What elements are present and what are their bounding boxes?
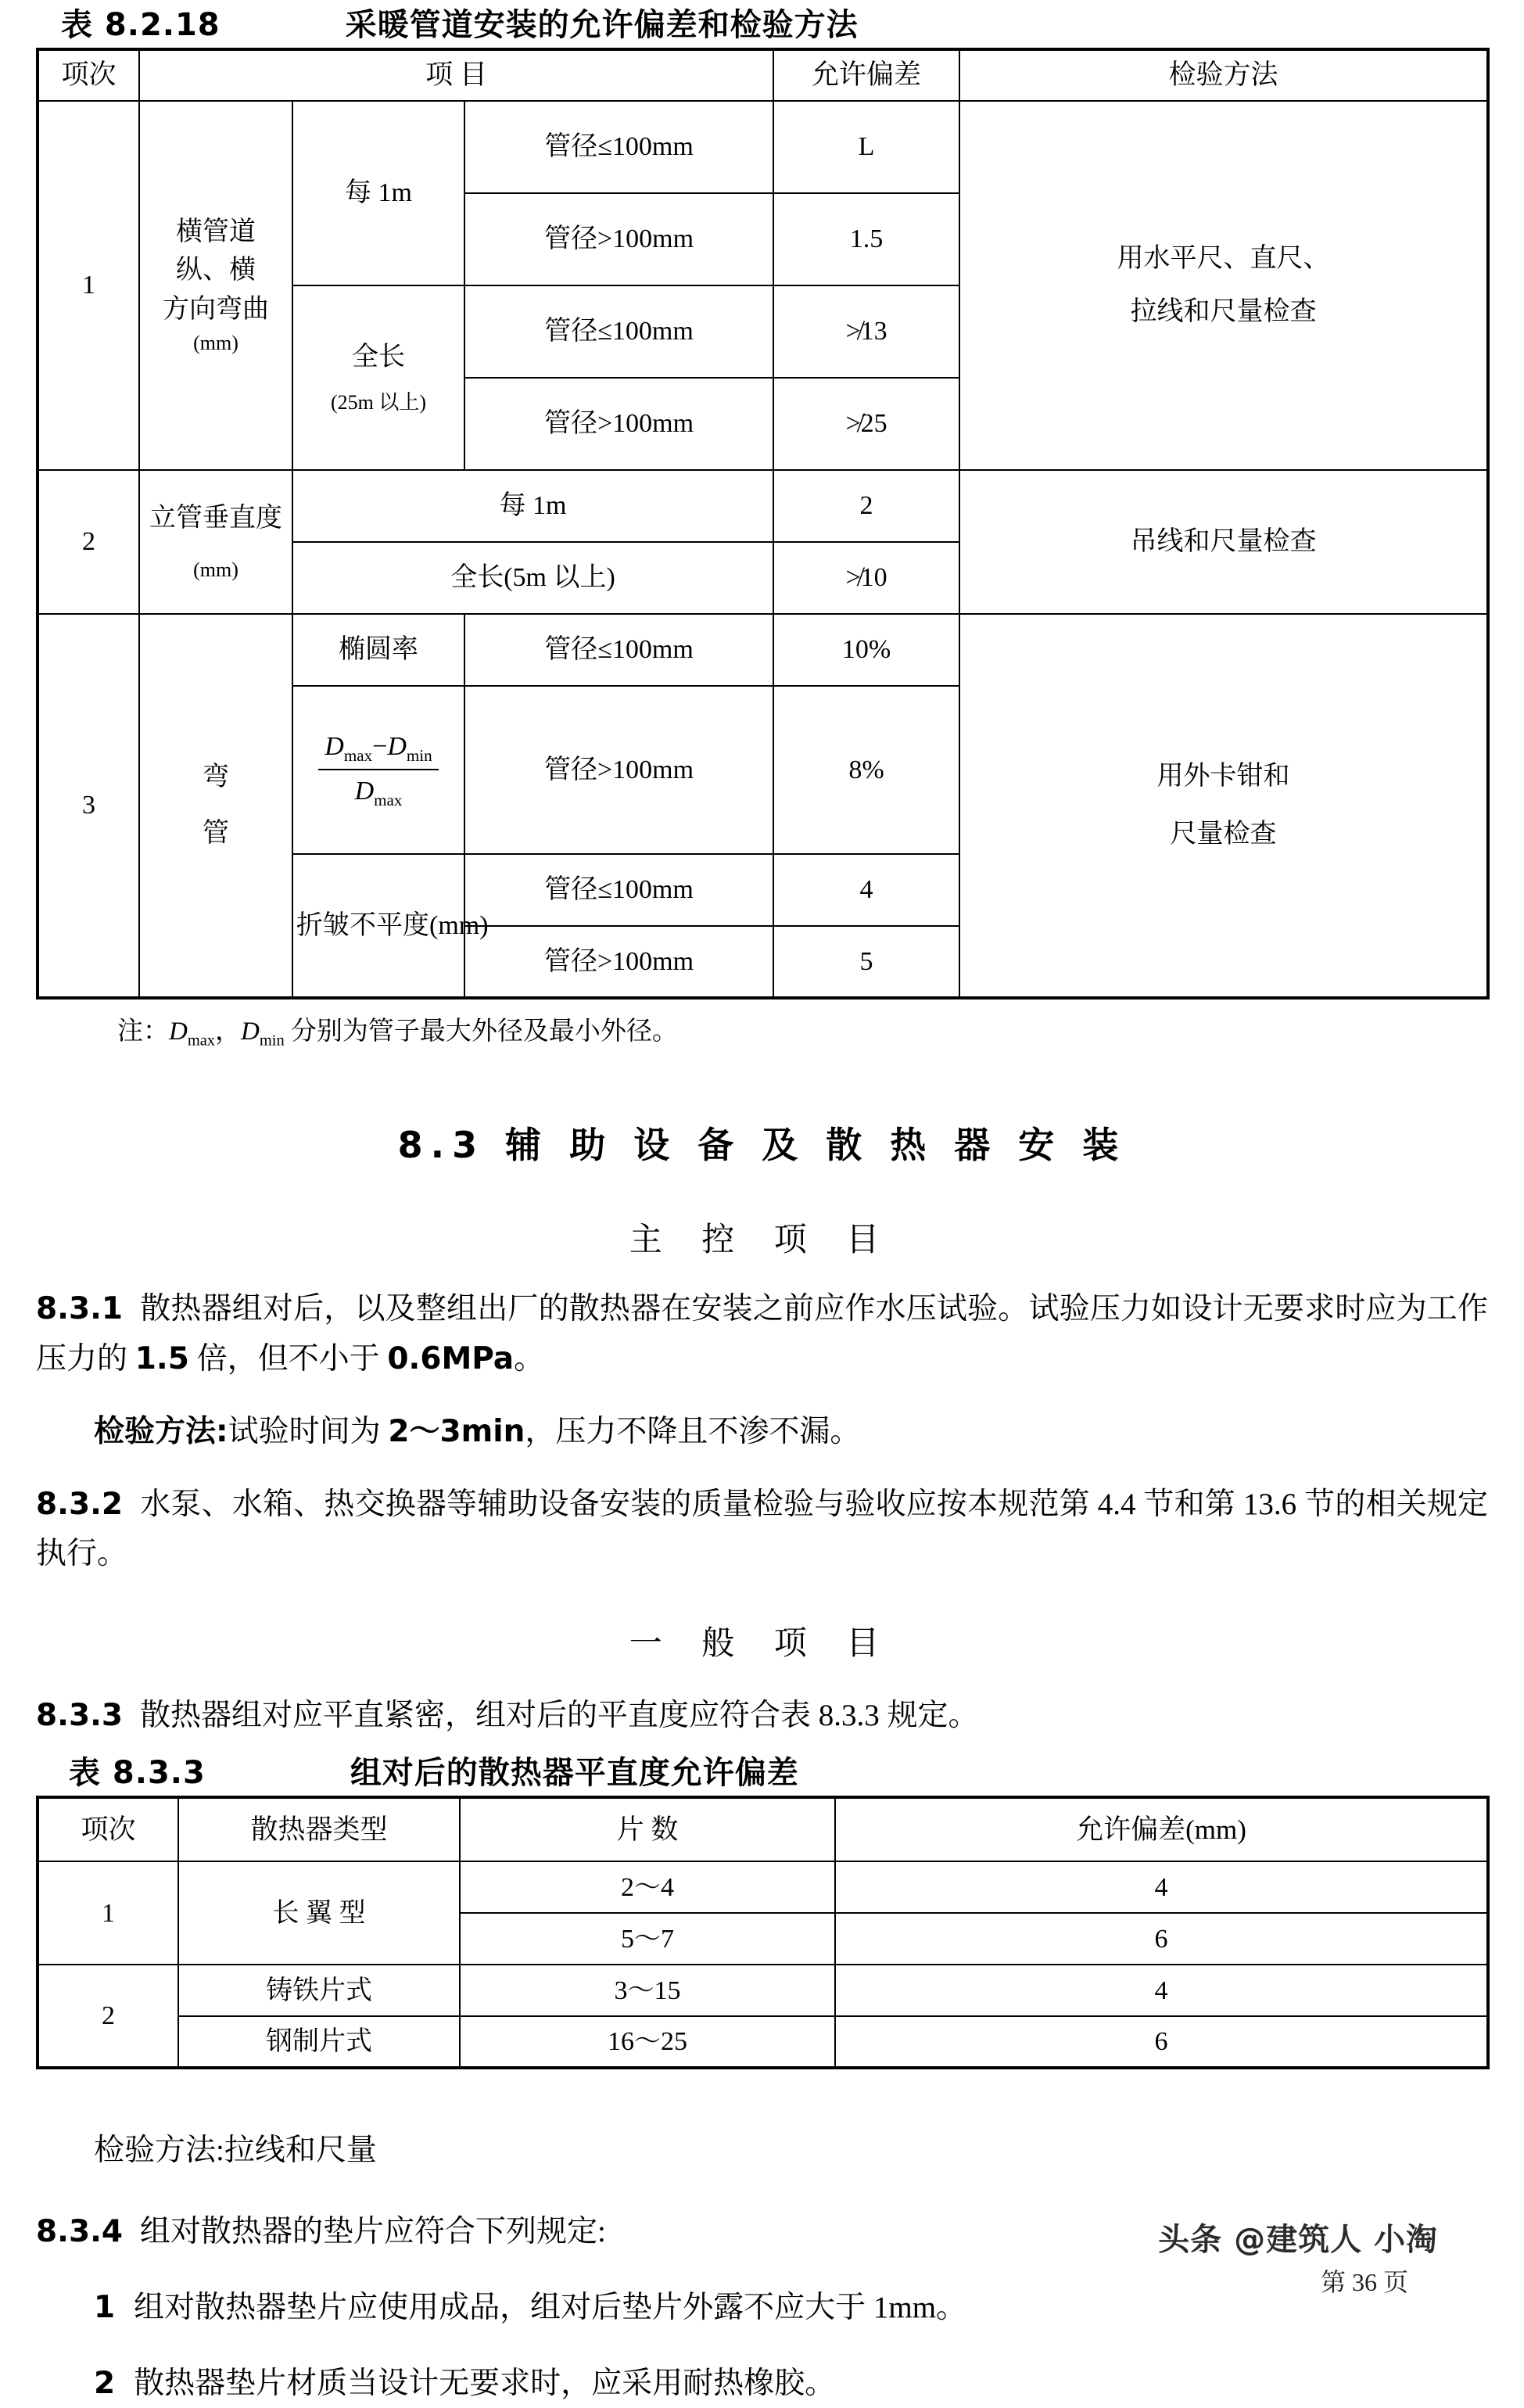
item-2-text: 散热器垫片材质当设计无要求时，应采用耐热橡胶。 (134, 2366, 836, 2400)
d-denom-subscript: max (374, 791, 403, 810)
row3-cond-2: 管径>100mm (464, 686, 773, 854)
page-number: 第 36 页 (1320, 2268, 1408, 2296)
row2-no: 2 (38, 470, 139, 614)
row833-1-tol-1: 4 (835, 1861, 1488, 1913)
header-833-item-no: 项次 (38, 1797, 178, 1861)
clause-8-3-4-item-2 (94, 2359, 1488, 2408)
row1-sub2-line1: 全长 (352, 343, 405, 372)
row1-sub2-label (292, 285, 464, 470)
clause-8-3-2 (36, 1480, 1488, 1578)
row1-cat-line3: 方向弯曲 (163, 294, 269, 324)
row1-cond-3: 管径≤100mm (464, 285, 773, 378)
clause-8-3-1-label: 8.3.1 (36, 1291, 124, 1327)
section-heading-8-3: 8.3 辅 助 设 备 及 散 热 器 安 装 (397, 1124, 1127, 1167)
row3-cat-line2: 管 (203, 818, 229, 848)
row1-tol-1: L (773, 101, 959, 193)
clause-8-3-1 (36, 1284, 1488, 1383)
table-8-3-3 (36, 1796, 1490, 2069)
table-row (38, 101, 1488, 193)
d-min-symbol: D (387, 731, 407, 761)
table-row (38, 2016, 1488, 2068)
row1-cond-1: 管径≤100mm (464, 101, 773, 193)
row2-tol-2: ≯10 (773, 542, 959, 614)
row833-2-count-1: 3～15 (460, 1965, 835, 2016)
d-denom-symbol: D (354, 777, 375, 806)
note-text: 分别为管子最大外径及最小外径。 (284, 1017, 678, 1046)
clause-8-3-1-value-2: 0.6MPa (387, 1340, 515, 1376)
clause-8-3-2-text: 水泵、水箱、热交换器等辅助设备安装的质量检验与验收应按本规范第 4.4 节和第 13.6 节的相关规定执行。 (36, 1487, 1488, 1571)
row1-sub1-label: 每 1m (292, 101, 464, 285)
row3-no: 3 (38, 614, 139, 998)
clause-8-3-3-label: 8.3.3 (36, 1698, 124, 1734)
d-max-symbol: D (325, 731, 344, 761)
row3-cond-4: 管径>100mm (464, 926, 773, 998)
row1-tol-4: ≯25 (773, 378, 959, 470)
row3-flatness-label: 折皱不平度(mm) (292, 854, 464, 998)
header-833-type: 散热器类型 (178, 1797, 460, 1861)
clause-8-3-1-text-b: 倍，但不小于 (188, 1341, 388, 1376)
row833-1-tol-2: 6 (835, 1913, 1488, 1965)
row3-tol-3: 4 (773, 854, 959, 926)
method-value-8-3-1: 2～3min (388, 1413, 525, 1449)
fraction-numerator (318, 727, 438, 770)
row1-category (139, 101, 292, 470)
clause-8-3-1-method (94, 1407, 1488, 1456)
note-dmax-sub: max (187, 1032, 216, 1050)
table-row (38, 1797, 1488, 1861)
row3-tol-4: 5 (773, 926, 959, 998)
row3-ovality-formula (292, 686, 464, 854)
header-item-no: 项次 (38, 49, 139, 101)
row1-no: 1 (38, 101, 139, 470)
clause-8-3-3-method (94, 2126, 1488, 2175)
d-max-subscript: max (343, 745, 373, 765)
table-8-2-18-caption (0, 0, 1524, 45)
clause-8-3-4-item-1 (94, 2283, 1488, 2332)
row2-cond-2: 全长(5m 以上) (292, 542, 773, 614)
table-row (38, 614, 1488, 686)
clause-8-3-1-text-c: 。 (514, 1341, 545, 1376)
row833-2-no: 2 (38, 1965, 178, 2068)
row3-tol-2: 8% (773, 686, 959, 854)
note-dmin: D (241, 1017, 260, 1046)
row3-method-line2: 尺量检查 (1170, 819, 1277, 849)
row1-cat-line2: 纵、横 (176, 256, 256, 285)
row3-cond-1: 管径≤100mm (464, 614, 773, 686)
row3-cat-line1: 弯 (203, 763, 229, 792)
row3-category (139, 614, 292, 998)
row833-1-no: 1 (38, 1861, 178, 1965)
ovality-fraction (318, 727, 438, 813)
table-row (38, 1861, 1488, 1913)
row2-cat-unit: (mm) (193, 558, 238, 581)
method-label-8-3-1: 检验方法: (94, 1413, 228, 1449)
clause-8-3-4-text: 组对散热器的垫片应符合下列规定: (140, 2214, 606, 2248)
note-comma: ， (215, 1017, 242, 1046)
table-row (38, 470, 1488, 542)
table-8-2-18-note (117, 1010, 1524, 1050)
fraction-denominator (318, 770, 438, 812)
item-1-text: 组对散热器垫片应使用成品，组对后垫片外露不应大于 1mm。 (134, 2290, 967, 2324)
table-8-2-18 (36, 48, 1490, 999)
row2-category (139, 470, 292, 614)
table-row (38, 1965, 1488, 2016)
row1-method-line2: 拉线和尺量检查 (1130, 296, 1317, 326)
row833-2-tol-2: 6 (835, 2016, 1488, 2068)
row833-2-type-2: 钢制片式 (178, 2016, 460, 2068)
row1-cond-4: 管径>100mm (464, 378, 773, 470)
clause-8-3-3 (36, 1691, 1488, 1740)
row1-tol-3: ≯13 (773, 285, 959, 378)
header-833-count: 片 数 (460, 1797, 835, 1861)
method-text-b-8-3-1: ，压力不降且不渗不漏。 (525, 1414, 861, 1448)
row2-cond-1: 每 1m (292, 470, 773, 542)
table-8-2-18-title: 采暖管道安装的允许偏差和检验方法 (345, 7, 859, 43)
row3-tol-1: 10% (773, 614, 959, 686)
clause-8-3-1-value-1: 1.5 (134, 1340, 189, 1376)
note-dmin-sub: min (259, 1032, 285, 1050)
item-2-number: 2 (94, 2365, 116, 2401)
row833-2-type-1: 铸铁片式 (178, 1965, 460, 2016)
method-text-a-8-3-1: 试验时间为 (228, 1414, 389, 1448)
clause-8-3-1-text-a: 散热器组对后，以及整组出厂的散热器在安装之前应作水压试验。试验压力如设计无要求时应为工作压力的 (36, 1292, 1488, 1376)
row3-ovality-label: 椭圆率 (292, 614, 464, 686)
subheading-main-control: 主 控 项 目 (629, 1222, 895, 1259)
clause-8-3-3-text: 散热器组对应平直紧密，组对后的平直度应符合表 8.3.3 规定。 (140, 1699, 979, 1733)
row1-cat-unit: (mm) (193, 331, 238, 354)
note-dmax: D (169, 1017, 188, 1046)
row1-cat-line1: 横管道 (176, 217, 256, 246)
note-prefix: 注： (117, 1017, 169, 1046)
clause-8-3-2-label: 8.3.2 (36, 1486, 124, 1522)
row833-1-count-1: 2～4 (460, 1861, 835, 1913)
clause-8-3-4-label: 8.3.4 (36, 2213, 124, 2249)
watermark: 头条 @建筑人 小淘 (1158, 2222, 1438, 2258)
item-1-number: 1 (94, 2289, 116, 2325)
header-833-tolerance: 允许偏差(mm) (835, 1797, 1488, 1861)
subheading-general: 一 般 项 目 (629, 1626, 895, 1663)
row833-2-count-2: 16～25 (460, 2016, 835, 2068)
row1-sub2-line2: (25m 以上) (330, 390, 427, 414)
method-text-8-3-3: 检验方法:拉线和尺量 (94, 2133, 377, 2168)
table-8-3-3-caption (0, 1748, 1524, 1793)
row1-method-line1: 用水平尺、直尺、 (1117, 244, 1330, 274)
header-tolerance: 允许偏差 (773, 49, 959, 101)
row2-cat-line1: 立管垂直度 (149, 504, 282, 533)
row3-method (959, 614, 1488, 998)
row833-1-count-2: 5～7 (460, 1913, 835, 1965)
table-8-2-18-number: 表 8.2.18 (61, 7, 221, 43)
row3-cond-3: 管径≤100mm (464, 854, 773, 926)
table-8-3-3-title: 组对后的散热器平直度允许偏差 (350, 1755, 799, 1792)
row1-cond-2: 管径>100mm (464, 193, 773, 285)
header-method: 检验方法 (959, 49, 1488, 101)
row833-2-tol-1: 4 (835, 1965, 1488, 2016)
table-8-3-3-number: 表 8.3.3 (69, 1755, 206, 1792)
row2-method: 吊线和尺量检查 (959, 470, 1488, 614)
row3-method-line1: 用外卡钳和 (1156, 762, 1290, 791)
row2-tol-1: 2 (773, 470, 959, 542)
row833-1-type: 长 翼 型 (178, 1861, 460, 1965)
d-min-subscript: min (406, 745, 432, 765)
minus-sign: − (372, 731, 388, 761)
table-row (38, 49, 1488, 101)
header-item: 项 目 (139, 49, 773, 101)
row1-tol-2: 1.5 (773, 193, 959, 285)
row1-method (959, 101, 1488, 470)
